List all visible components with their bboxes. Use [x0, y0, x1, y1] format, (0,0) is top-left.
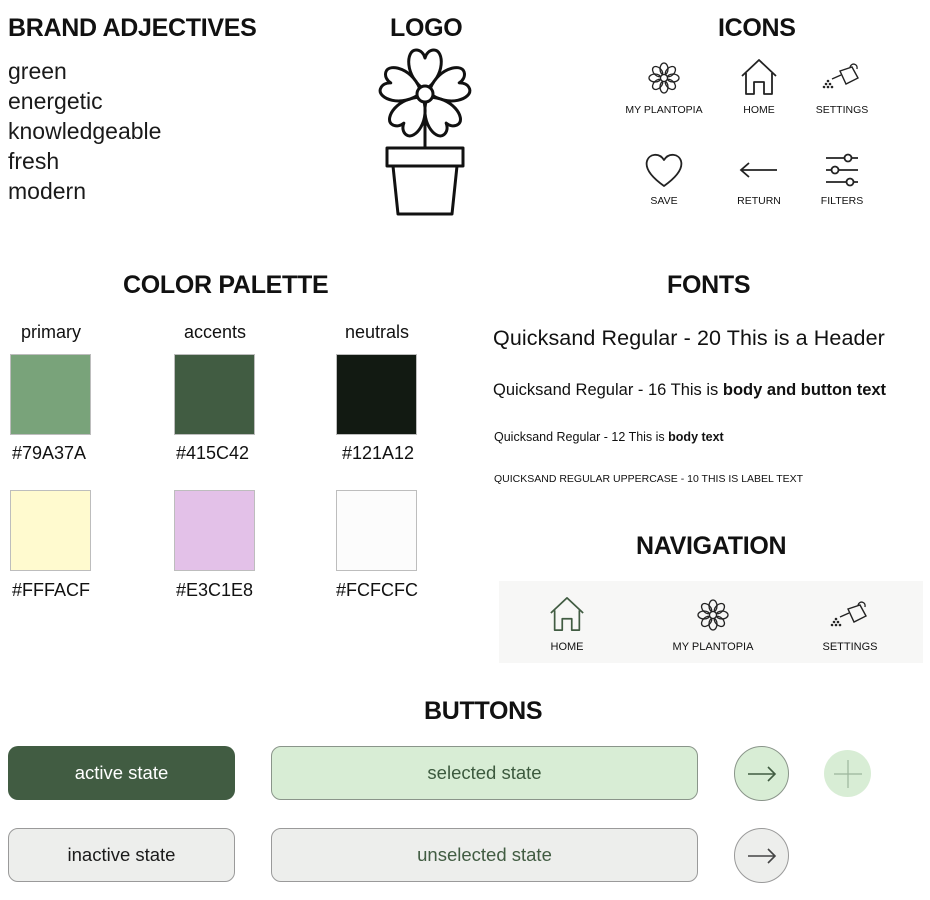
color-hex-label: #E3C1E8 — [176, 580, 254, 600]
font-sample-spec: Quicksand Regular - 12 This is — [494, 430, 669, 444]
icon-caption: RETURN — [737, 195, 781, 207]
color-swatch-primary — [10, 354, 91, 435]
nav-item-settings[interactable] — [830, 600, 870, 630]
adjective-item: fresh — [8, 148, 60, 174]
color-swatch-primary-light — [10, 490, 91, 571]
selected-state-button[interactable]: selected state — [271, 746, 698, 800]
color-hex-label: #121A12 — [342, 443, 415, 463]
color-hex-label: #415C42 — [176, 443, 250, 463]
watering-can-icon — [830, 600, 870, 630]
color-hex-label: #FFFACF — [12, 580, 91, 600]
inactive-state-button[interactable]: inactive state — [8, 828, 235, 882]
color-swatch-accent — [174, 354, 255, 435]
buttons-title: BUTTONS — [424, 697, 543, 725]
home-icon — [548, 595, 586, 633]
fonts-title: FONTS — [667, 271, 751, 299]
arrow-right-icon — [747, 847, 777, 865]
home-icon — [739, 57, 779, 97]
font-sample-header — [493, 326, 885, 351]
nav-item-myplantopia[interactable] — [695, 597, 731, 633]
icon-caption: FILTERS — [820, 195, 864, 207]
color-swatch-accent-light — [174, 490, 255, 571]
arrow-right-icon — [747, 765, 777, 783]
font-sample-small — [494, 430, 724, 444]
adjective-item: green — [8, 58, 67, 84]
nav-item-home[interactable] — [548, 595, 586, 633]
heart-icon — [644, 152, 684, 188]
font-sample-bold: body and button text — [722, 381, 887, 399]
flower-icon — [646, 60, 682, 96]
next-arrow-button-selected[interactable] — [734, 746, 789, 801]
adjective-item: knowledgeable — [8, 118, 162, 144]
active-state-button[interactable]: active state — [8, 746, 235, 800]
nav-item-label[interactable]: HOME — [550, 641, 584, 653]
icon-caption: SETTINGS — [815, 104, 869, 116]
icon-caption: SAVE — [650, 195, 678, 207]
watering-can-icon — [822, 62, 862, 92]
icon-caption: HOME — [743, 104, 775, 116]
font-sample-spec: Quicksand Regular - 16 This is — [493, 381, 723, 399]
color-palette-title: COLOR PALETTE — [123, 271, 329, 299]
next-arrow-button-unselected[interactable] — [734, 828, 789, 883]
brand-adjectives-list — [8, 56, 161, 206]
font-sample-body — [493, 381, 886, 400]
arrow-left-icon — [739, 160, 779, 180]
add-button[interactable] — [824, 750, 871, 797]
logo-flower-pot — [370, 46, 480, 218]
color-swatch-neutral — [336, 354, 417, 435]
navigation-title: NAVIGATION — [636, 532, 787, 560]
font-sample-spec: Quicksand Regular - 20 This is a Header — [493, 326, 885, 350]
palette-column-primary: primary — [20, 322, 81, 342]
color-hex-label: #FCFCFC — [336, 580, 418, 600]
font-sample-bold: body text — [668, 430, 724, 444]
icons-title: ICONS — [718, 14, 796, 42]
nav-item-label[interactable]: SETTINGS — [822, 641, 878, 653]
sliders-icon — [824, 153, 860, 187]
color-swatch-neutral-light — [336, 490, 417, 571]
flower-icon — [695, 597, 731, 633]
brand-adjectives-title: BRAND ADJECTIVES — [8, 14, 257, 42]
nav-item-label[interactable]: MY PLANTOPIA — [672, 641, 754, 653]
palette-column-accents: accents — [183, 322, 247, 342]
icon-caption: MY PLANTOPIA — [625, 104, 703, 116]
adjective-item: modern — [8, 178, 86, 204]
logo-title: LOGO — [390, 14, 463, 42]
font-sample-label: QUICKSAND REGULAR UPPERCASE - 10 THIS IS LABEL TEXT — [494, 473, 804, 485]
palette-column-neutrals: neutrals — [344, 322, 410, 342]
adjective-item: energetic — [8, 88, 103, 114]
plus-icon — [833, 759, 863, 789]
color-hex-label: #79A37A — [12, 443, 87, 463]
unselected-state-button[interactable]: unselected state — [271, 828, 698, 882]
